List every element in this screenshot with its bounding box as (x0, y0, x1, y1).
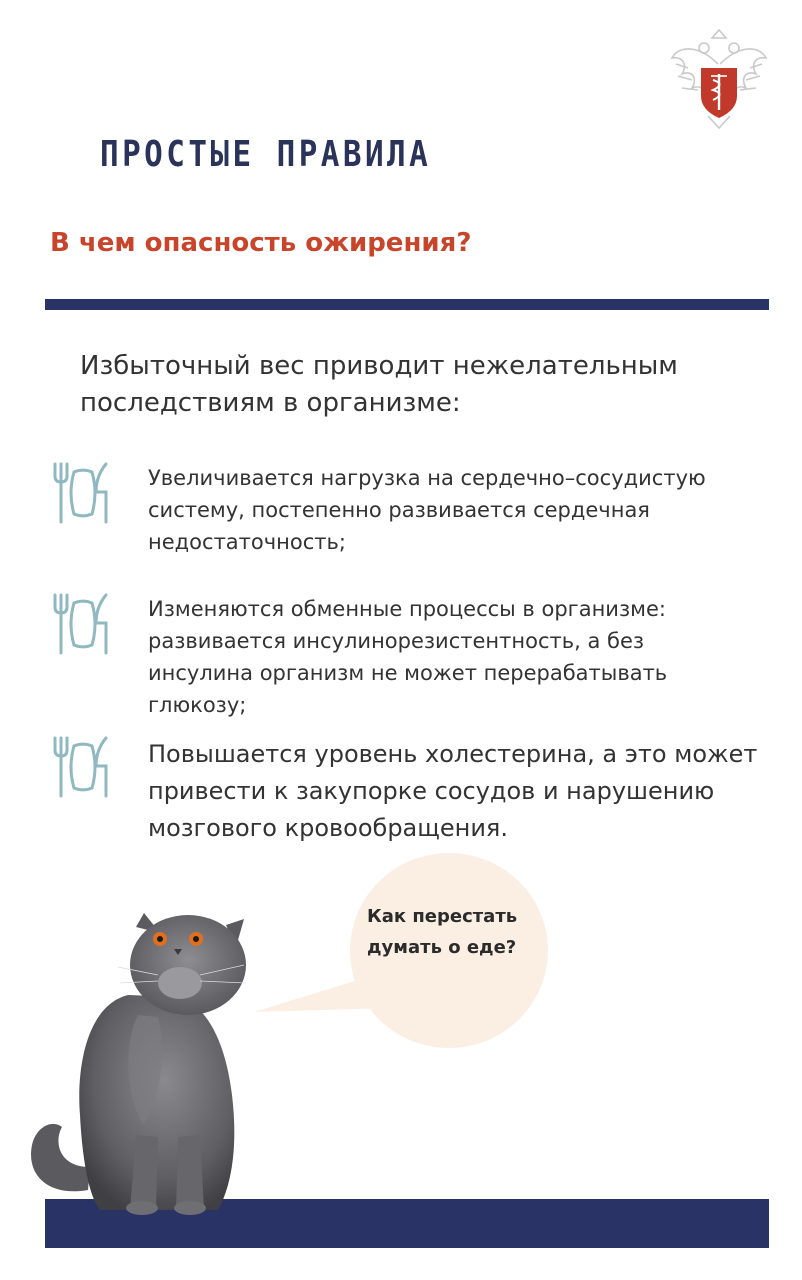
list-item-text (148, 462, 788, 558)
intro-text (80, 348, 780, 422)
section-subtitle: В чем опасность ожирения? (50, 228, 472, 258)
plate-fork-knife-icon (52, 736, 110, 798)
speech-bubble-text (367, 901, 547, 963)
page-title: ПРОСТЫЕ ПРАВИЛА (100, 134, 432, 175)
plate-fork-knife-icon (52, 462, 110, 524)
list-item-line: мозгового кровообращения. (148, 814, 508, 842)
list-item-text (148, 736, 788, 847)
list-item-line: глюкозу; (148, 693, 247, 717)
plate-fork-knife-icon (52, 593, 110, 655)
ministry-emblem-icon (668, 24, 770, 134)
list-item-line: Изменяются обменные процессы в организме: (148, 597, 666, 621)
list-item-line: инсулина организм не может перерабатывать (148, 661, 668, 685)
intro-line: последствиям в организме: (80, 388, 461, 418)
speech-bubble-line: Как перестать (367, 906, 518, 927)
list-item-line: развивается инсулинорезистентность, а без (148, 629, 645, 653)
speech-bubble-line: думать о еде? (367, 937, 517, 958)
list-item-line: систему, постепенно развивается сердечная (148, 498, 650, 522)
list-item-line: привести к закупорке сосудов и нарушению (148, 777, 715, 805)
cat-illustration (18, 905, 258, 1223)
list-item-line: Увеличивается нагрузка на сердечно–сосудистую (148, 466, 706, 490)
list-item-line: Повышается уровень холестерина, а это может (148, 740, 758, 768)
list-item-text (148, 593, 788, 721)
top-divider (45, 299, 769, 310)
intro-line: Избыточный вес приводит нежелательным (80, 351, 678, 381)
list-item-line: недостаточность; (148, 530, 346, 554)
